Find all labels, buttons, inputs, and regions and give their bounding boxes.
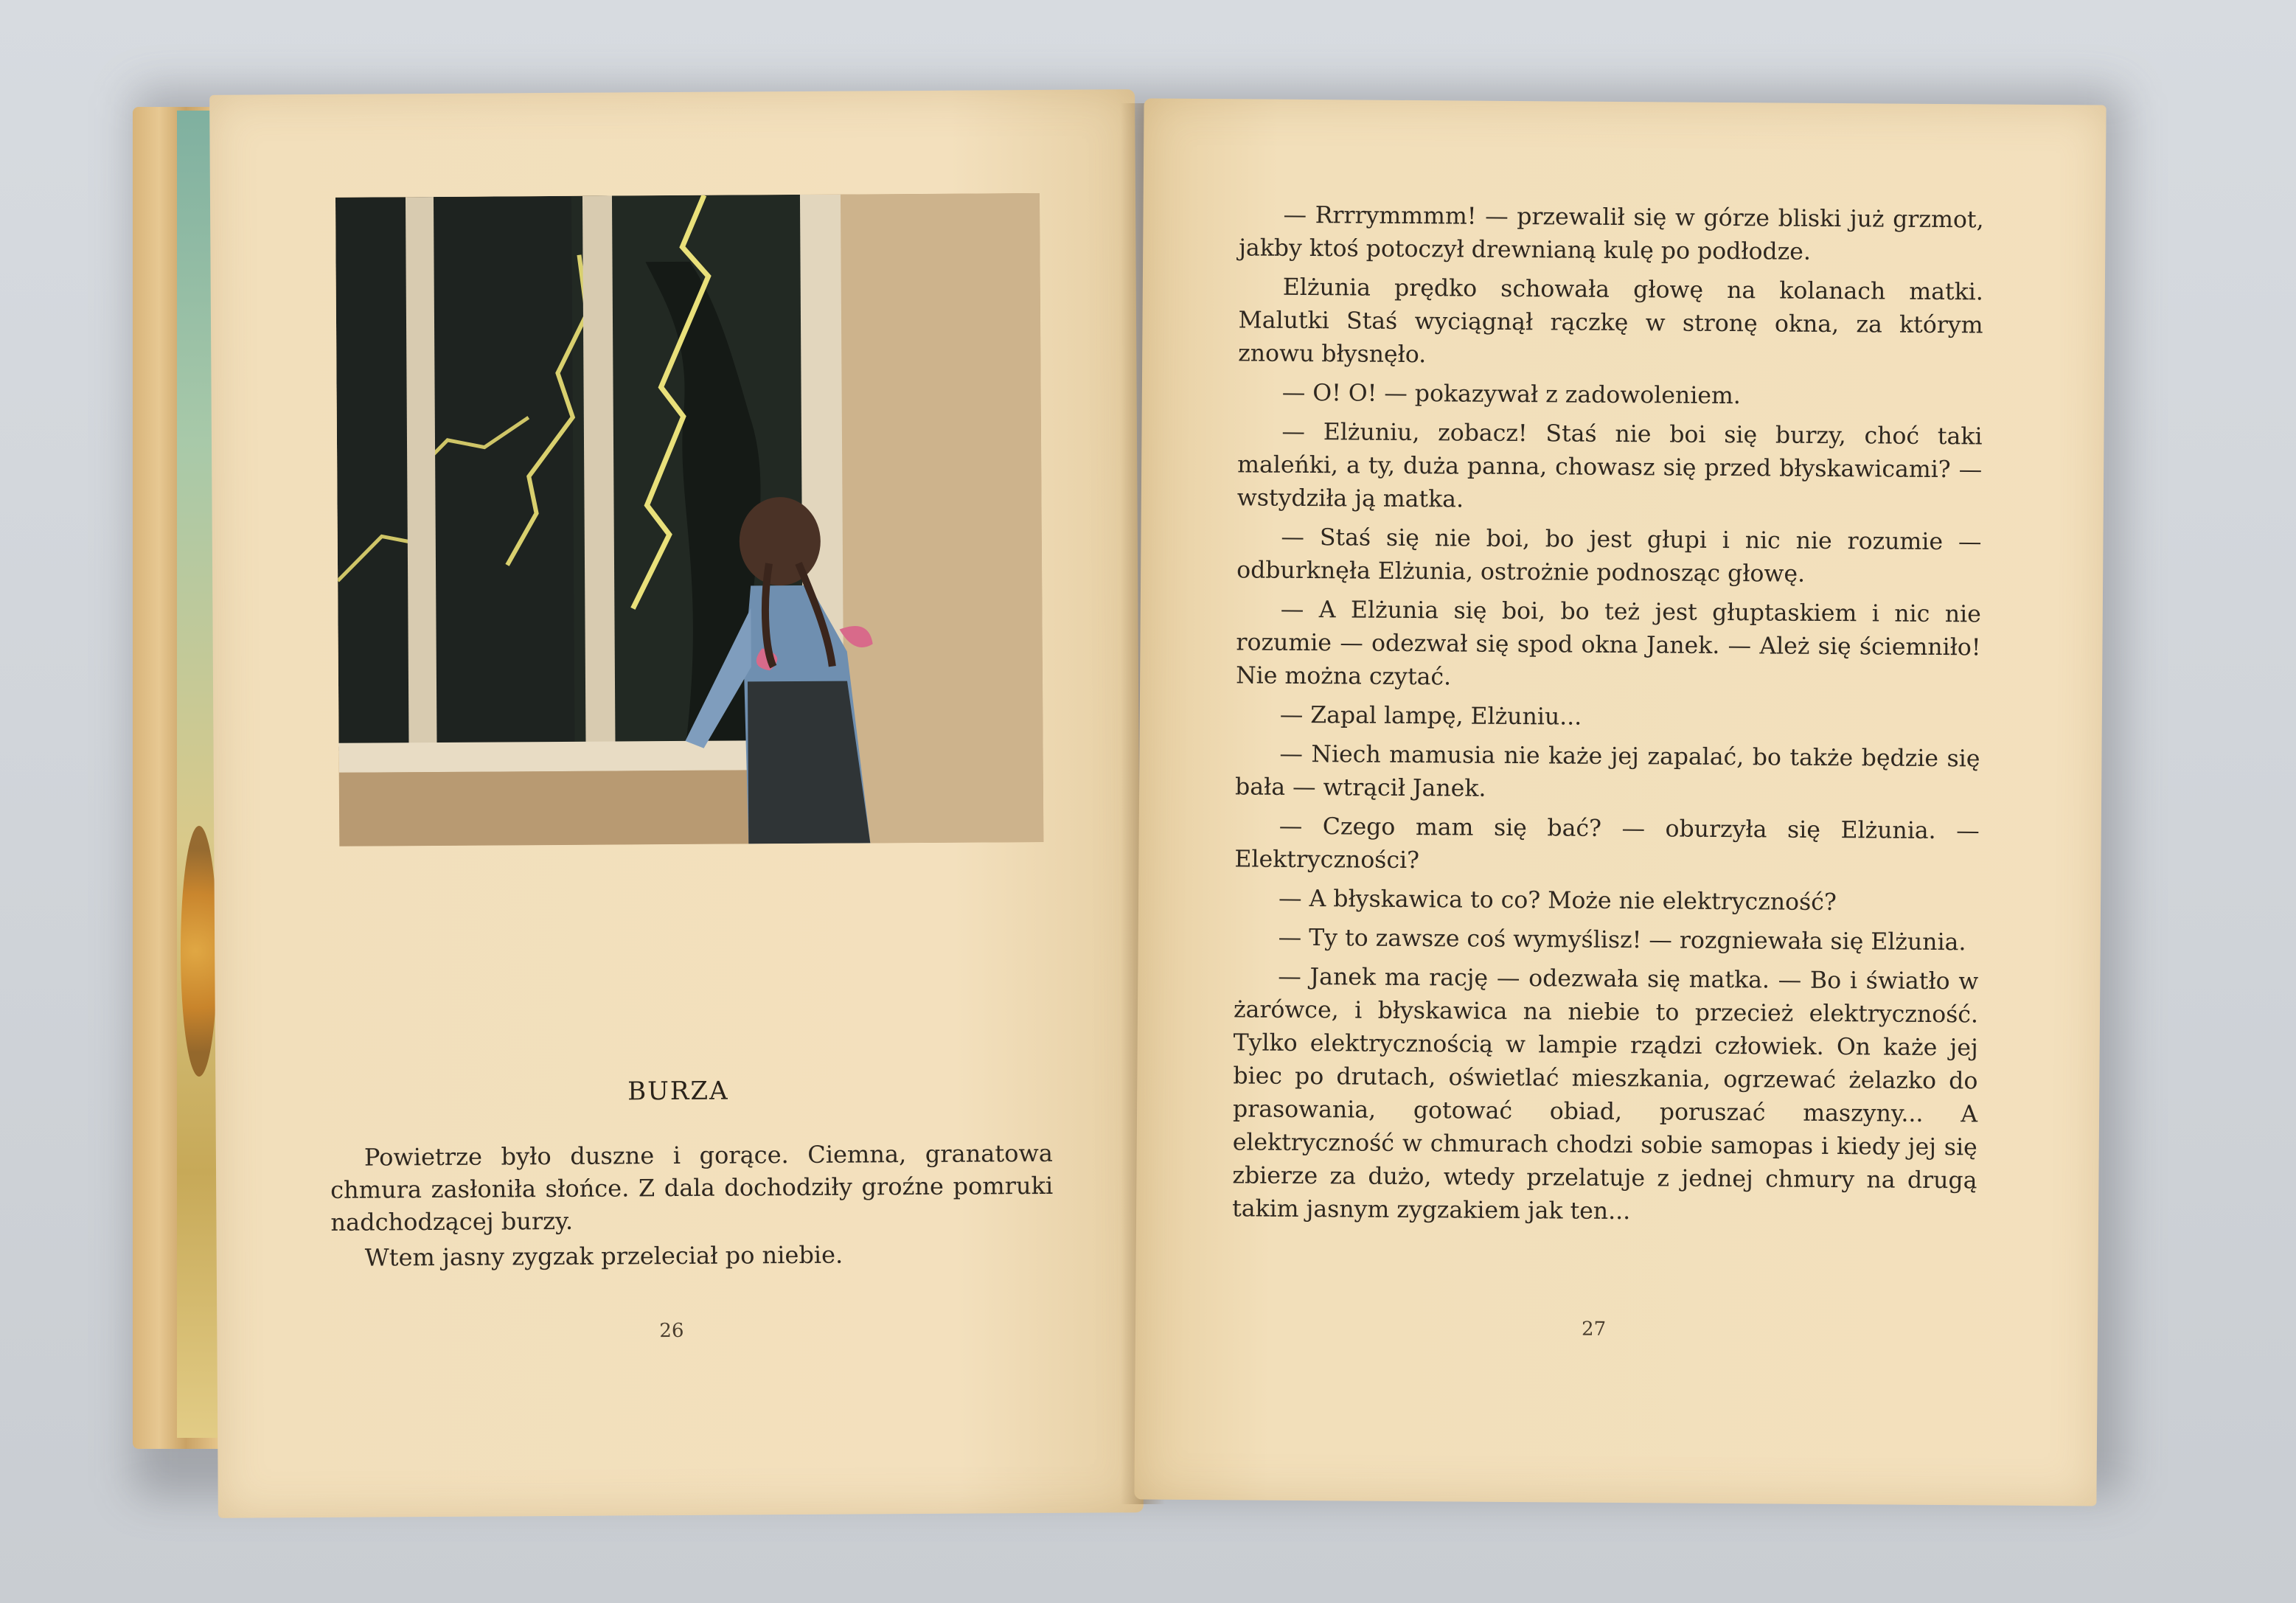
paragraph: Elżunia prędko schowała głowę na kolanach matki. Malutki Staś wyciągnął rączkę w stronę okna, za którym znowu błysnęło. — [1238, 274, 1983, 369]
paragraph: — Zapal lampę, Elżuniu... — [1279, 701, 1582, 731]
paragraph: Wtem jasny zygzak przeleciał po niebie. — [364, 1240, 843, 1272]
paragraph: — Janek ma rację — odezwała się matka. — Bo i światło w żarówce, i błyskawica na niebie to przecież elektryczność. Tylko elektrycznością w lampie rządzi człowiek. On każe jej biec po drutach, oświetlać mieszkania, ogrzewać żelazko do prasowania, gotować obiad, poruszać maszyny... A elektryczność w chmurach chodzi sobie samopas i kiedy jej się zbierze za dużo, wtedy przelatuje z jednej chmury na drugą takim jasnym zygzakiem jak ten... — [1232, 963, 1979, 1225]
paragraph: Powietrze było duszne i gorące. Ciemna, granatowa chmura zasłoniła słońce. Z dala dochodziły groźne pomruki nadchodzącej burzy. — [330, 1138, 1054, 1237]
paragraph: — O! O! — pokazywał z zadowoleniem. — [1281, 379, 1742, 410]
illustration-drawing — [335, 193, 1043, 846]
paragraph: — A Elżunia się boi, bo też jest głuptaskiem i nic nie rozumie — odezwał się spod okna Janek. — Ależ się ściemniło! Nie można czytać. — [1236, 596, 1981, 691]
paragraph: — Staś się nie boi, bo jest głupi i nic nie rozumie — odburknęła Elżunia, ostrożnie podnosząc głowę. — [1236, 524, 1982, 588]
page-number-left: 26 — [659, 1319, 684, 1343]
right-page-text — [1232, 198, 1984, 1237]
left-page — [209, 89, 1144, 1518]
page-number-right: 27 — [1581, 1318, 1607, 1341]
cover-illustration-detail — [181, 826, 218, 1077]
left-page-text — [330, 1137, 1054, 1277]
paragraph: — Czego mam się bać? — oburzyła się Elżunia. — Elektryczności? — [1234, 813, 1980, 874]
storm-window-illustration — [335, 193, 1043, 846]
paragraph: — Elżuniu, zobacz! Staś nie boi się burzy, choć taki maleńki, a ty, duża panna, chowasz się przed błyskawicami? — wstydziła ją matka. — [1236, 418, 1983, 513]
paragraph: — A błyskawica to co? Może nie elektryczność? — [1278, 885, 1837, 917]
paragraph: — Niech mamusia nie każe jej zapalać, bo także będzie się bała — wtrącił Janek. — [1235, 740, 1980, 802]
right-page — [1134, 98, 2106, 1506]
chapter-title: BURZA — [627, 1076, 729, 1107]
paragraph: — Rrrrymmmm! — przewalił się w górze bliski już grzmot, jakby ktoś potoczył drewnianą kulę po podłodze. — [1239, 201, 1984, 265]
paragraph: — Ty to zawsze coś wymyślisz! — rozgniewała się Elżunia. — [1278, 924, 1966, 956]
